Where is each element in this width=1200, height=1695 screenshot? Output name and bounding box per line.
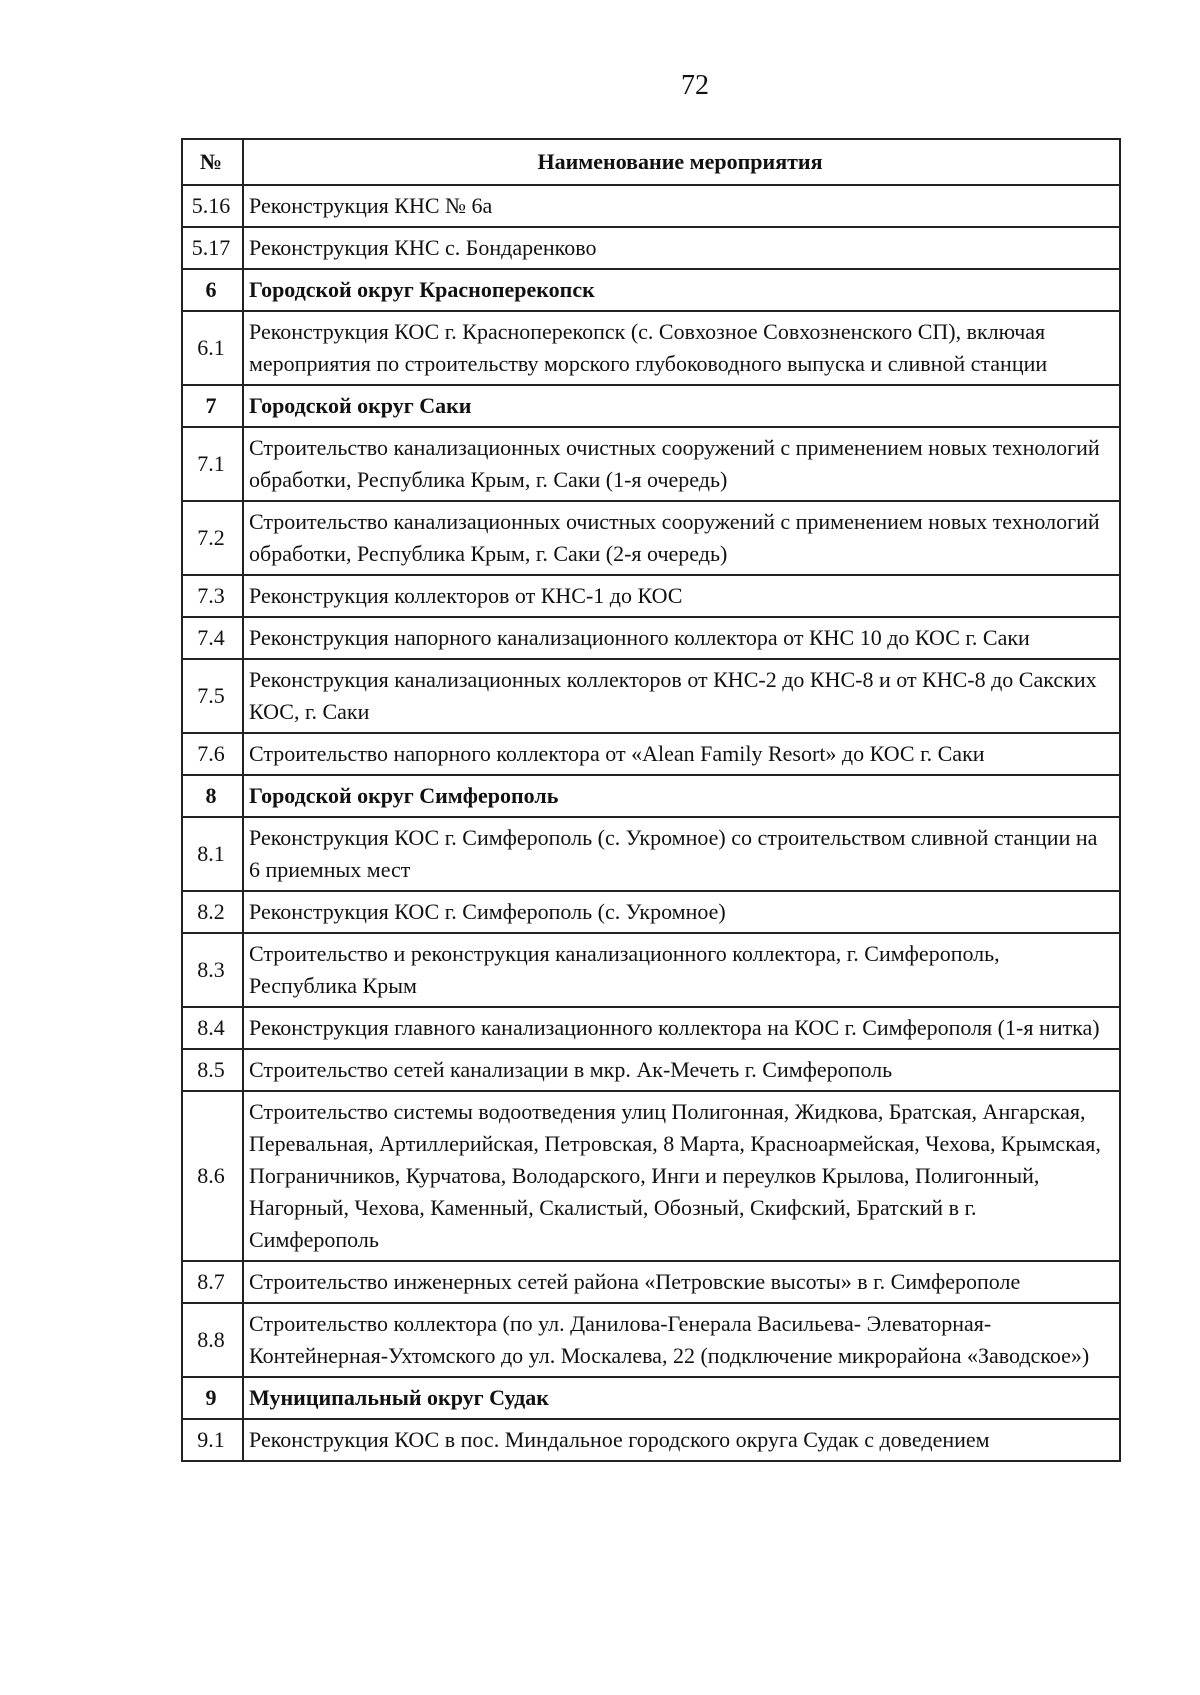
row-number: 8.5 [182,1049,243,1091]
measures-table [181,138,1121,1462]
measure-name: Реконструкция канализационных коллекторов от КНС-2 до КНС-8 и от КНС-8 до Сакских КОС, г. Саки [243,659,1120,733]
row-number: 9.1 [182,1419,243,1461]
row-number: 7 [182,385,243,427]
measure-name: Строительство инженерных сетей района «Петровские высоты» в г. Симферополе [243,1261,1120,1303]
table-row [182,817,1120,891]
column-header-number: № [182,139,243,185]
measure-name: Реконструкция КНС с. Бондаренково [243,227,1120,269]
table-row [182,1261,1120,1303]
row-number: 7.4 [182,617,243,659]
row-number: 5.17 [182,227,243,269]
row-number: 8.4 [182,1007,243,1049]
table-row [182,617,1120,659]
row-number: 7.2 [182,501,243,575]
row-number: 7.6 [182,733,243,775]
row-number: 7.1 [182,427,243,501]
measure-name: Реконструкция КОС в пос. Миндальное городского округа Судак с доведением [243,1419,1120,1461]
table-row [182,1049,1120,1091]
row-number: 8.8 [182,1303,243,1377]
table-header-row [182,139,1120,185]
section-title: Муниципальный округ Судак [243,1377,1120,1419]
row-number: 8 [182,775,243,817]
row-number: 6 [182,269,243,311]
measure-name: Реконструкция КОС г. Симферополь (с. Укромное) со строительством сливной станции на 6 приемных мест [243,817,1120,891]
table-row [182,1419,1120,1461]
measure-name: Строительство канализационных очистных сооружений с применением новых технологий обработки, Республика Крым, г. Саки (2-я очередь) [243,501,1120,575]
measure-name: Реконструкция главного канализационного коллектора на КОС г. Симферополя (1-я нитка) [243,1007,1120,1049]
measure-name: Реконструкция напорного канализационного коллектора от КНС 10 до КОС г. Саки [243,617,1120,659]
table-row [182,427,1120,501]
table-row [182,1091,1120,1261]
table-row [182,733,1120,775]
row-number: 9 [182,1377,243,1419]
measure-name: Строительство напорного коллектора от «Alean Family Resort» до КОС г. Саки [243,733,1120,775]
row-number: 8.7 [182,1261,243,1303]
row-number: 8.3 [182,933,243,1007]
page-number: 72 [681,70,709,101]
table-row [182,1303,1120,1377]
table-row [182,1007,1120,1049]
section-row [182,775,1120,817]
measure-name: Реконструкция КОС г. Симферополь (с. Укромное) [243,891,1120,933]
row-number: 7.5 [182,659,243,733]
row-number: 8.6 [182,1091,243,1261]
measure-name: Реконструкция КОС г. Красноперекопск (с. Совхозное Совхозненского СП), включая мероприятия по строительству морского глубоководного выпуска и сливной станции [243,311,1120,385]
row-number: 8.1 [182,817,243,891]
measure-name: Реконструкция КНС № 6а [243,185,1120,227]
measure-name: Строительство канализационных очистных сооружений с применением новых технологий обработки, Республика Крым, г. Саки (1-я очередь) [243,427,1120,501]
section-row [182,269,1120,311]
measure-name: Строительство системы водоотведения улиц Полигонная, Жидкова, Братская, Ангарская, Перевальная, Артиллерийская, Петровская, 8 Марта, Красноармейская, Чехова, Крымская, Пограничников, Курчатова, Володарского, Инги и переулков Крылова, Полигонный, Нагорный, Чехова, Каменный, Скалистый, Обозный, Скифский, Братский в г. Симферополь [243,1091,1120,1261]
table-row [182,501,1120,575]
row-number: 6.1 [182,311,243,385]
row-number: 8.2 [182,891,243,933]
table-row [182,933,1120,1007]
measure-name: Реконструкция коллекторов от КНС-1 до КОС [243,575,1120,617]
table-row [182,311,1120,385]
section-title: Городской округ Симферополь [243,775,1120,817]
measure-name: Строительство коллектора (по ул. Данилова-Генерала Васильева- Элеваторная-Контейнерная-Ухтомского до ул. Москалева, 22 (подключение микрорайона «Заводское») [243,1303,1120,1377]
table-row [182,659,1120,733]
table-row [182,185,1120,227]
section-row [182,1377,1120,1419]
measure-name: Строительство сетей канализации в мкр. Ак-Мечеть г. Симферополь [243,1049,1120,1091]
section-row [182,385,1120,427]
row-number: 5.16 [182,185,243,227]
table-row [182,575,1120,617]
column-header-name: Наименование мероприятия [243,139,1120,185]
row-number: 7.3 [182,575,243,617]
table-row [182,227,1120,269]
section-title: Городской округ Красноперекопск [243,269,1120,311]
table-row [182,891,1120,933]
measure-name: Строительство и реконструкция канализационного коллектора, г. Симферополь, Республика Крым [243,933,1120,1007]
section-title: Городской округ Саки [243,385,1120,427]
